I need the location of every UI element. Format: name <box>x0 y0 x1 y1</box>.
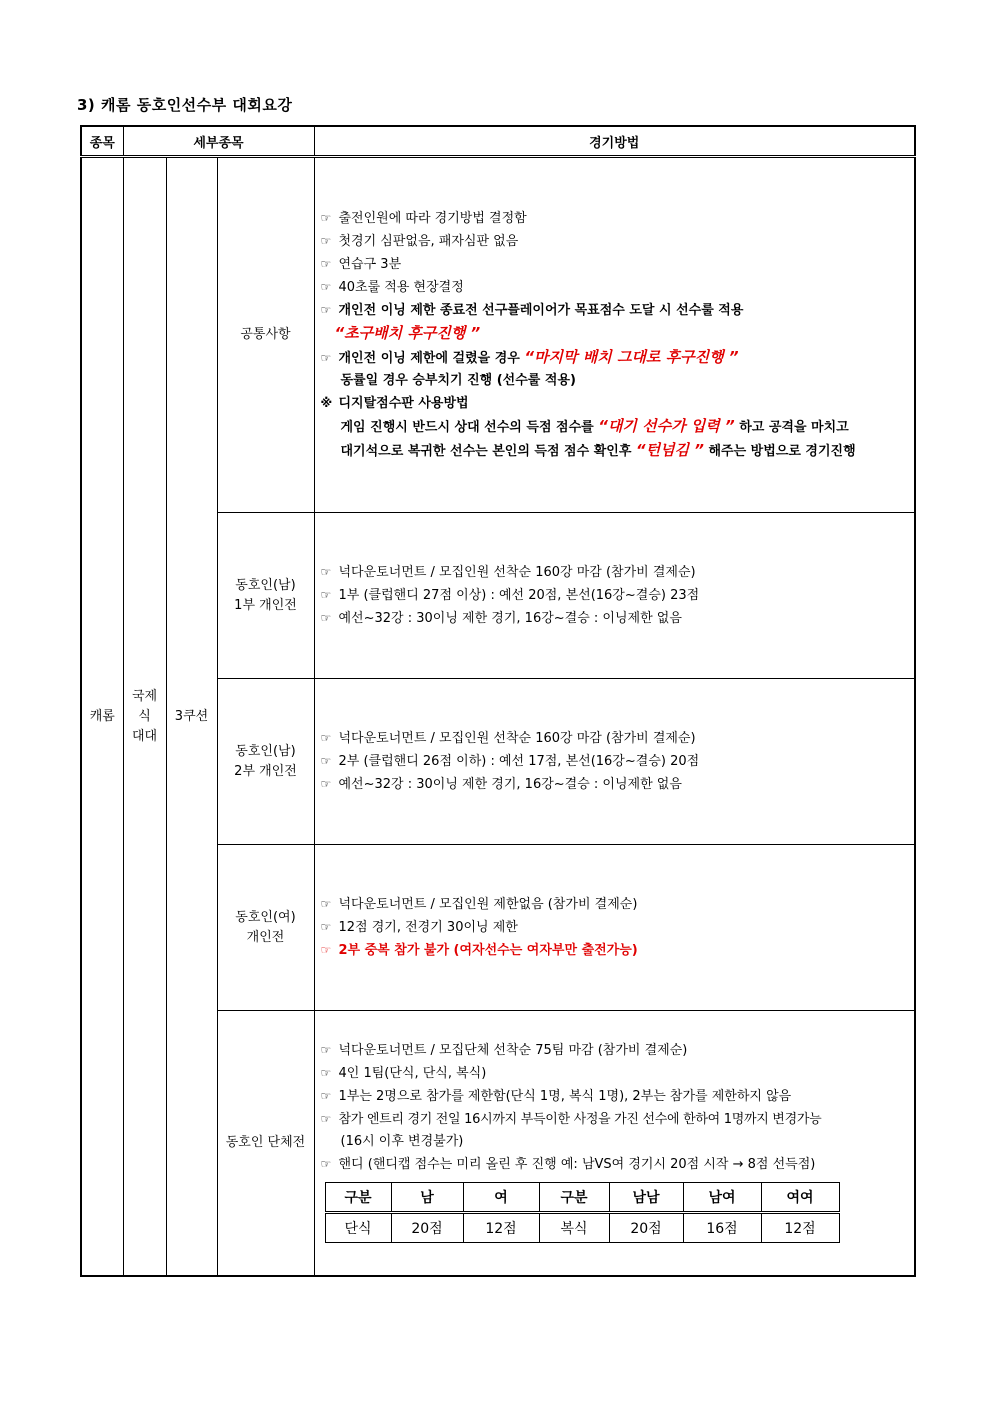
handicap-header-cell: 구분 <box>539 1183 609 1213</box>
men2-sublabel: 2부 개인전 <box>234 763 297 779</box>
hand-pointer-icon: ☞ <box>320 588 332 602</box>
list-item: ☞ 넉다운토너먼트 / 모집단체 선착순 75팀 마감 (참가비 결제순) <box>321 1039 915 1062</box>
handicap-header-cell: 남남 <box>609 1183 683 1213</box>
list-item: ☞ 40초룰 적용 현장결정 <box>321 276 915 299</box>
hand-pointer-icon: ☞ <box>320 897 332 911</box>
women-label-cell <box>217 845 314 1011</box>
rules-table <box>80 125 916 1277</box>
hand-pointer-icon: ☞ <box>320 351 332 365</box>
event-label: 캐롬 <box>89 708 115 724</box>
women-label: 동호인(여) <box>235 909 296 925</box>
hand-pointer-icon: ☞ <box>320 1157 332 1171</box>
hand-pointer-icon: ☞ <box>320 611 332 625</box>
handicap-value-cell: 16점 <box>683 1213 761 1243</box>
list-item: ☞ 1부는 2명으로 참가를 제한함(단식 1명, 복식 1명), 2부는 참가를 제한하지 않음 <box>321 1085 915 1108</box>
list-item: ☞ 4인 1팀(단식, 단식, 복식) <box>321 1062 915 1085</box>
list-item: ☞ 넉다운토너먼트 / 모집인원 선착순 160강 마감 (참가비 결제순) <box>321 727 915 750</box>
hand-pointer-icon: ☞ <box>320 731 332 745</box>
row-common <box>81 157 915 513</box>
team-label: 동호인 단체전 <box>225 1135 306 1150</box>
women-method-cell <box>314 845 915 1011</box>
handicap-value-cell: 12점 <box>463 1213 539 1243</box>
common-method-cell <box>314 157 915 513</box>
men2-label: 동호인(남) <box>235 743 296 759</box>
common-label-cell <box>217 157 314 513</box>
list-item: ☞ 개인전 이닝 제한 종료전 선구플레이어가 목표점수 도달 시 선수룰 적용 <box>321 299 915 322</box>
hand-pointer-icon: ☞ <box>320 1089 332 1103</box>
men2-method-cell <box>314 679 915 845</box>
handicap-value-cell: 20점 <box>391 1213 463 1243</box>
section-heading: 3) 캐롬 동호인선수부 대회요강 <box>77 96 293 114</box>
list-item: ☞ 연습구 3분 <box>321 253 915 276</box>
common-label: 공통사항 <box>240 327 291 342</box>
list-item: ☞ 개인전 이닝 제한에 걸렸을 경우 “마지막 배치 그대로 후구진행 ” <box>321 346 915 370</box>
hand-pointer-icon: ☞ <box>320 234 332 248</box>
handicap-header-cell: 남여 <box>683 1183 761 1213</box>
hand-pointer-icon: ☞ <box>320 565 332 579</box>
list-item: ☞ 예선~32강 : 30이닝 제한 경기, 16강~결승 : 이닝제한 없음 <box>321 773 915 796</box>
hand-pointer-icon: ☞ <box>320 257 332 271</box>
hand-pointer-icon: ☞ <box>320 943 332 957</box>
header-event: 종목 <box>81 126 123 157</box>
handicap-header-cell: 남 <box>391 1183 463 1213</box>
list-item: ※ 디지탈점수판 사용방법 <box>321 392 915 415</box>
handicap-value-row <box>325 1213 839 1243</box>
men1-label: 동호인(남) <box>235 577 296 593</box>
list-item: 동률일 경우 승부치기 진행 (선수룰 적용) <box>340 373 576 388</box>
list-item-emphasis: “초구배치 후구진행 ” <box>334 324 481 342</box>
men1-label-cell <box>217 513 314 679</box>
list-item: ☞ 첫경기 심판없음, 패자심판 없음 <box>321 230 915 253</box>
handicap-value-cell: 12점 <box>761 1213 839 1243</box>
handicap-header-cell: 여여 <box>761 1183 839 1213</box>
handicap-value-cell: 단식 <box>325 1213 391 1243</box>
men1-method-cell <box>314 513 915 679</box>
table-type-cell <box>123 157 166 1277</box>
hand-pointer-icon: ☞ <box>320 1112 331 1126</box>
list-item: ☞ 넉다운토너먼트 / 모집인원 선착순 160강 마감 (참가비 결제순) <box>321 561 915 584</box>
handicap-header-cell: 구분 <box>325 1183 391 1213</box>
note-mark-icon: ※ <box>320 396 333 410</box>
list-item: ☞ 예선~32강 : 30이닝 제한 경기, 16강~결승 : 이닝제한 없음 <box>321 607 915 630</box>
list-item: ☞ 핸디 (핸디캡 점수는 미리 올린 후 진행 예: 남VS여 경기시 20점 시작 → 8점 선득점) <box>321 1153 915 1176</box>
list-item: ☞ 1부 (클럽핸디 27점 이상) : 예선 20점, 본선(16강~결승) 23점 <box>321 584 915 607</box>
hand-pointer-icon: ☞ <box>320 777 332 791</box>
cushion-cell <box>166 157 217 1277</box>
hand-pointer-icon: ☞ <box>320 1043 332 1057</box>
handicap-value-cell: 복식 <box>539 1213 609 1243</box>
hand-pointer-icon: ☞ <box>320 920 332 934</box>
list-item: 게임 진행시 반드시 상대 선수의 득점 점수를 “대기 선수가 입력 ” 하고 공격을 마치고 <box>340 417 849 435</box>
handicap-table <box>325 1182 840 1243</box>
table-type-label: 국제 식 대대 <box>131 688 158 744</box>
women-sublabel: 개인전 <box>246 929 285 945</box>
list-item-warning: ☞ 2부 중복 참가 불가 (여자선수는 여자부만 출전가능) <box>321 939 915 962</box>
event-cell <box>81 157 123 1277</box>
list-item: ☞ 2부 (클럽핸디 26점 이하) : 예선 17점, 본선(16강~결승) 20점 <box>321 750 915 773</box>
handicap-header-cell: 여 <box>463 1183 539 1213</box>
cushion-label: 3쿠션 <box>174 708 209 724</box>
list-item: ☞ 넉다운토너먼트 / 모집인원 제한없음 (참가비 결제순) <box>321 893 915 916</box>
hand-pointer-icon: ☞ <box>320 303 332 317</box>
list-item: ☞ 12점 경기, 전경기 30이닝 제한 <box>321 916 915 939</box>
list-item: ☞ 출전인원에 따라 경기방법 결정함 <box>321 207 915 230</box>
men2-label-cell <box>217 679 314 845</box>
handicap-header-row <box>325 1183 839 1213</box>
hand-pointer-icon: ☞ <box>320 1066 332 1080</box>
handicap-value-cell: 20점 <box>609 1213 683 1243</box>
list-item: 대기석으로 복귀한 선수는 본인의 득점 점수 확인후 “턴넘김 ” 해주는 방법으로 경기진행 <box>340 441 856 459</box>
men1-sublabel: 1부 개인전 <box>234 597 297 613</box>
table-header-row <box>81 126 915 157</box>
header-sub-event: 세부종목 <box>123 126 314 157</box>
team-method-cell <box>314 1011 915 1277</box>
list-item: ☞ 참가 엔트리 경기 전일 16시까지 부득이한 사정을 가진 선수에 한하여 1명까지 변경가능 <box>321 1108 915 1131</box>
list-item: (16시 이후 변경불가) <box>340 1134 464 1149</box>
hand-pointer-icon: ☞ <box>320 211 332 225</box>
header-method: 경기방법 <box>314 126 915 157</box>
team-label-cell <box>217 1011 314 1277</box>
hand-pointer-icon: ☞ <box>320 280 332 294</box>
hand-pointer-icon: ☞ <box>320 754 332 768</box>
